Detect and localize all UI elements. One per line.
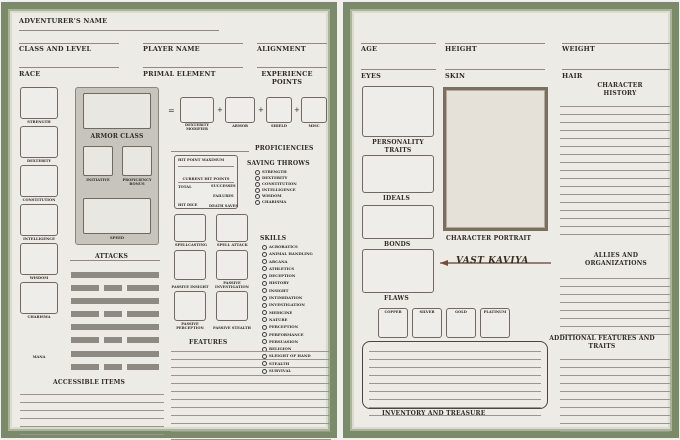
armor-class-label: ARMOR CLASS	[90, 133, 144, 140]
copper-box[interactable]: COPPER	[378, 308, 408, 338]
attack-row-3-damage[interactable]	[127, 311, 159, 317]
attack-row-2[interactable]	[71, 298, 159, 304]
primal-element-label: PRIMAL ELEMENT	[143, 70, 216, 78]
skin-field[interactable]	[445, 69, 545, 70]
spell-attack-box[interactable]: SPELL ATTACK	[216, 214, 248, 242]
wisdom-box[interactable]: WISDOM	[20, 243, 58, 275]
character-history-lines[interactable]	[560, 99, 670, 235]
passive-insight-box[interactable]: PASSIVE INSIGHT	[174, 250, 206, 280]
mana-label: MANA	[32, 355, 46, 359]
saving-throws-label: SAVING THROWS	[247, 160, 310, 167]
passive-perception-box[interactable]: PASSIVE PERCEPTION	[174, 291, 206, 321]
race-field[interactable]	[19, 67, 119, 68]
race-label: RACE	[19, 70, 41, 78]
skill-athletics[interactable]: ATHLETICS	[262, 265, 313, 272]
gold-box[interactable]: GOLD	[446, 308, 476, 338]
proficiency-bonus-box[interactable]	[122, 146, 152, 176]
bonds-box[interactable]	[362, 249, 434, 293]
skill-nature[interactable]: NATURE	[262, 316, 313, 323]
attack-row-5-damage[interactable]	[127, 337, 159, 343]
attack-header-bar	[71, 272, 159, 278]
character-sheet-page-2	[343, 2, 679, 438]
equals-sign: =	[168, 106, 175, 115]
logo-text: VAST KAVIYA	[456, 256, 529, 266]
skill-survival[interactable]: SURVIVAL	[262, 367, 313, 374]
skill-sleight-of-hand[interactable]: SLEIGHT OF HAND	[262, 352, 313, 359]
flaws-label: FLAWS	[384, 295, 409, 302]
ideals-label: IDEALS	[383, 195, 410, 202]
skill-stealth[interactable]: STEALTH	[262, 360, 313, 367]
save-charisma[interactable]: CHARISMA	[255, 199, 297, 205]
skill-persuasion[interactable]: PERSUASION	[262, 338, 313, 345]
skill-intimidation[interactable]: INTIMIDATION	[262, 294, 313, 301]
eyes-field[interactable]	[361, 69, 436, 70]
vast-kaviya-logo	[438, 255, 553, 269]
weight-label: WEIGHT	[562, 45, 596, 53]
initiative-box[interactable]	[83, 146, 113, 176]
misc-box[interactable]: MISC	[301, 97, 327, 123]
attack-row-1-name[interactable]	[71, 285, 99, 291]
attack-row-7-bonus[interactable]	[104, 364, 122, 370]
hit-points-panel: HIT POINT MAXIMUM CURRENT HIT POINTS TOTAL SUCCESSES FAILURES HIT DICE DEATH SAVES	[174, 155, 238, 209]
height-field[interactable]	[445, 43, 545, 44]
class-level-label: CLASS AND LEVEL	[19, 45, 92, 53]
platinum-box[interactable]: PLATINUM	[480, 308, 510, 338]
allies-label: ALLIES AND ORGANIZATIONS	[585, 252, 647, 267]
skill-investigation[interactable]: INVESTIGATION	[262, 301, 313, 308]
plus-sign-2: +	[258, 106, 264, 114]
character-history-label: CHARACTER HISTORY	[597, 82, 643, 97]
attack-row-1-damage[interactable]	[127, 285, 159, 291]
spellcasting-box[interactable]: SPELLCASTING	[174, 214, 206, 242]
proficiencies-label: PROFICIENCIES	[255, 145, 314, 152]
personality-traits-box[interactable]	[362, 86, 434, 137]
attack-row-3-name[interactable]	[71, 311, 99, 317]
accessible-items-label: ACCESSIBLE ITEMS	[53, 379, 126, 386]
charisma-box[interactable]: CHARISMA	[20, 282, 58, 314]
dex-mod-box[interactable]: DEXTERITY MODIFIER	[180, 97, 214, 123]
attack-row-3-bonus[interactable]	[104, 311, 122, 317]
attack-row-6[interactable]	[71, 351, 159, 357]
adventurer-name-label: ADVENTURER'S NAME	[19, 17, 108, 25]
attack-row-5-bonus[interactable]	[104, 337, 122, 343]
armor-class-box[interactable]	[83, 93, 151, 129]
personality-traits-label: PERSONALITY TRAITS	[372, 139, 424, 154]
primal-element-field[interactable]	[143, 67, 243, 68]
character-sheet-page-1	[1, 2, 337, 438]
skill-medicine[interactable]: MEDICINE	[262, 309, 313, 316]
proficiencies-line	[171, 151, 249, 152]
skill-deception[interactable]: DECEPTION	[262, 272, 313, 279]
experience-label: EXPERIENCE POINTS	[261, 70, 313, 86]
alignment-field[interactable]	[257, 43, 327, 44]
bonds-label: BONDS	[384, 241, 411, 248]
skill-acrobatics[interactable]: ACROBATICS	[262, 243, 313, 250]
ideals-box[interactable]	[362, 205, 434, 239]
passive-investigation-box[interactable]: PASSIVE INVESTIGATION	[216, 250, 248, 280]
skill-perception[interactable]: PERCEPTION	[262, 323, 313, 330]
player-name-field[interactable]	[143, 43, 243, 44]
character-portrait-frame[interactable]	[443, 87, 548, 231]
save-strength[interactable]: STRENGTH	[255, 169, 297, 175]
save-dexterity[interactable]: DEXTERITY	[255, 175, 297, 181]
attacks-label: ATTACKS	[95, 253, 129, 260]
skin-label: SKIN	[445, 72, 466, 80]
intelligence-box[interactable]: INTELLIGENCE	[20, 204, 58, 236]
armor-class-panel: ARMOR CLASS INITIATIVE PROFICIENCY BONUS SPEED	[75, 87, 159, 245]
skill-history[interactable]: HISTORY	[262, 279, 313, 286]
skill-insight[interactable]: INSIGHT	[262, 287, 313, 294]
class-level-field[interactable]	[19, 43, 119, 44]
strength-box[interactable]: STRENGTH	[20, 87, 58, 119]
saving-throws-list	[255, 169, 297, 205]
weight-field[interactable]	[562, 43, 670, 44]
skill-performance[interactable]: PERFORMANCE	[262, 331, 313, 338]
skill-animal-handling[interactable]: ANIMAL HANDLING	[262, 250, 313, 257]
inventory-label: INVENTORY AND TREASURE	[382, 410, 486, 417]
save-wisdom[interactable]: WISDOM	[255, 193, 297, 199]
experience-field[interactable]	[257, 67, 327, 68]
additional-features-label: ADDITIONAL FEATURES AND TRAITS	[549, 335, 655, 350]
age-field[interactable]	[361, 43, 436, 44]
attack-row-7-damage[interactable]	[127, 364, 159, 370]
eyes-label: EYES	[361, 72, 382, 80]
dexterity-box[interactable]: DEXTERITY	[20, 126, 58, 158]
passive-stealth-box[interactable]: PASSIVE STEALTH	[216, 291, 248, 321]
additional-features-lines[interactable]	[560, 352, 670, 432]
player-name-label: PLAYER NAME	[143, 45, 200, 53]
age-label: AGE	[361, 45, 378, 53]
attack-row-5-name[interactable]	[71, 337, 99, 343]
character-portrait-label: CHARACTER PORTRAIT	[446, 235, 532, 242]
armor-box[interactable]: ARMOR	[225, 97, 255, 123]
features-label: FEATURES	[189, 339, 228, 346]
height-label: HEIGHT	[445, 45, 477, 53]
features-lines[interactable]	[171, 344, 331, 440]
hair-label: HAIR	[562, 72, 583, 80]
accessible-items-lines[interactable]	[20, 387, 164, 435]
save-constitution[interactable]: CONSTITUTION	[255, 181, 297, 187]
plus-sign-3: +	[294, 106, 300, 114]
inventory-box[interactable]	[362, 341, 548, 409]
hair-field[interactable]	[562, 69, 670, 70]
skill-arcana[interactable]: ARCANA	[262, 258, 313, 265]
adventurer-name-field[interactable]	[19, 30, 219, 31]
skills-label: SKILLS	[260, 235, 287, 242]
attack-row-4[interactable]	[71, 324, 159, 330]
constitution-box[interactable]: CONSTITUTION	[20, 165, 58, 197]
allies-lines[interactable]	[560, 271, 670, 335]
personality-traits-box-2[interactable]	[362, 155, 434, 193]
skill-religion[interactable]: RELIGION	[262, 345, 313, 352]
silver-box[interactable]: SILVER	[412, 308, 442, 338]
plus-sign-1: +	[217, 106, 223, 114]
attack-row-7-name[interactable]	[71, 364, 99, 370]
shield-box[interactable]: SHIELD	[266, 97, 292, 123]
speed-box[interactable]	[83, 198, 151, 234]
save-intelligence[interactable]: INTELLIGENCE	[255, 187, 297, 193]
alignment-label: ALIGNMENT	[257, 45, 306, 53]
attack-row-1-bonus[interactable]	[104, 285, 122, 291]
